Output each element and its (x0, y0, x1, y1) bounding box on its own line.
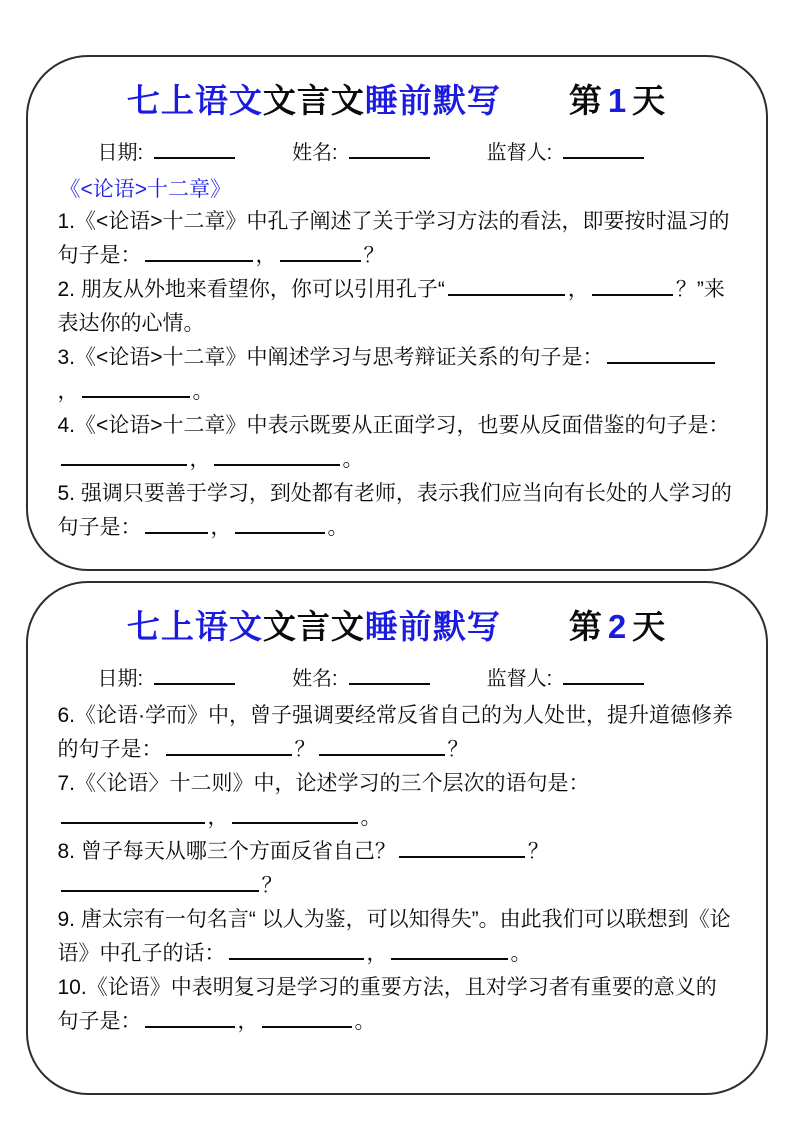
date-label: 日期: (97, 142, 144, 164)
supervisor-label: 监督人: (486, 668, 553, 690)
date-blank (151, 142, 238, 165)
title-subject-segment: 文言文 (262, 608, 365, 645)
name-label: 姓名: (292, 142, 338, 164)
worksheet-card-day1 (26, 55, 768, 571)
title-course-segment: 七上语文 (126, 82, 263, 119)
question-9: 9. 唐太宗有一句名言“ 以人为鉴，可以知得失”。由此我们可以联想到《论语》中孔子的话： ， 。 (57, 908, 731, 965)
supervisor-field (487, 662, 648, 691)
card-title-day2 (58, 601, 736, 648)
question-7: 7.《〈论语〉十二则》中，论述学习的三个层次的语句是：， 。 (57, 772, 590, 829)
name-blank (346, 142, 433, 165)
title-activity-segment: 睡前默写 (364, 82, 501, 119)
supervisor-blank (560, 142, 647, 165)
date-field (98, 136, 239, 165)
question-8: 8. 曾子每天从哪三个方面反省自己？ ？？ (57, 840, 549, 897)
question-1: 1.《<论语>十二章》中孔子阐述了关于学习方法的看法，即要按时温习的句子是： ， ？ (57, 210, 730, 267)
question-5: 5. 强调只要善于学习，到处都有老师，表示我们应当向有长处的人学习的句子是： ， 。 (57, 482, 732, 539)
date-blank (151, 668, 238, 691)
fields-row (98, 662, 736, 691)
question-4: 4.《<论语>十二章》中表示既要从正面学习，也要从反面借鉴的句子是：， 。 (57, 414, 730, 471)
question-10: 10.《论语》中表明复习是学习的重要方法，且对学习者有重要的意义的句子是： ， 。 (57, 976, 717, 1033)
title-activity-segment: 睡前默写 (364, 608, 501, 645)
worksheet-card-day2 (26, 581, 768, 1095)
question-2: 2. 朋友从外地来看望你，你可以引用孔子“ ， ？”来表达你的心情。 (57, 278, 725, 335)
question-list-day2 (58, 699, 736, 1039)
question-list-day1 (58, 205, 736, 545)
name-field (292, 662, 433, 691)
day-number: 1 (607, 82, 628, 119)
day-number: 2 (607, 608, 628, 645)
question-3: 3.《<论语>十二章》中阐述学习与思考辩证关系的句子是：， 。 (58, 341, 736, 409)
date-field (98, 662, 239, 691)
title-day-label: 第 1 天 (568, 82, 667, 119)
supervisor-blank (560, 668, 647, 691)
fields-row (98, 136, 736, 165)
name-field (292, 136, 433, 165)
supervisor-label: 监督人: (486, 142, 553, 164)
card-title-day1 (58, 75, 736, 122)
title-subject-segment: 文言文 (262, 82, 365, 119)
title-course-segment: 七上语文 (126, 608, 263, 645)
supervisor-field (487, 136, 648, 165)
date-label: 日期: (97, 668, 144, 690)
question-6: 6.《论语·学而》中，曾子强调要经常反省自己的为人处世，提升道德修养的句子是： ？ ？ (57, 704, 734, 761)
section-heading-analects: 《<论语>十二章》 (59, 178, 232, 201)
title-day-label: 第 2 天 (568, 608, 667, 645)
name-blank (346, 668, 433, 691)
name-label: 姓名: (292, 668, 338, 690)
